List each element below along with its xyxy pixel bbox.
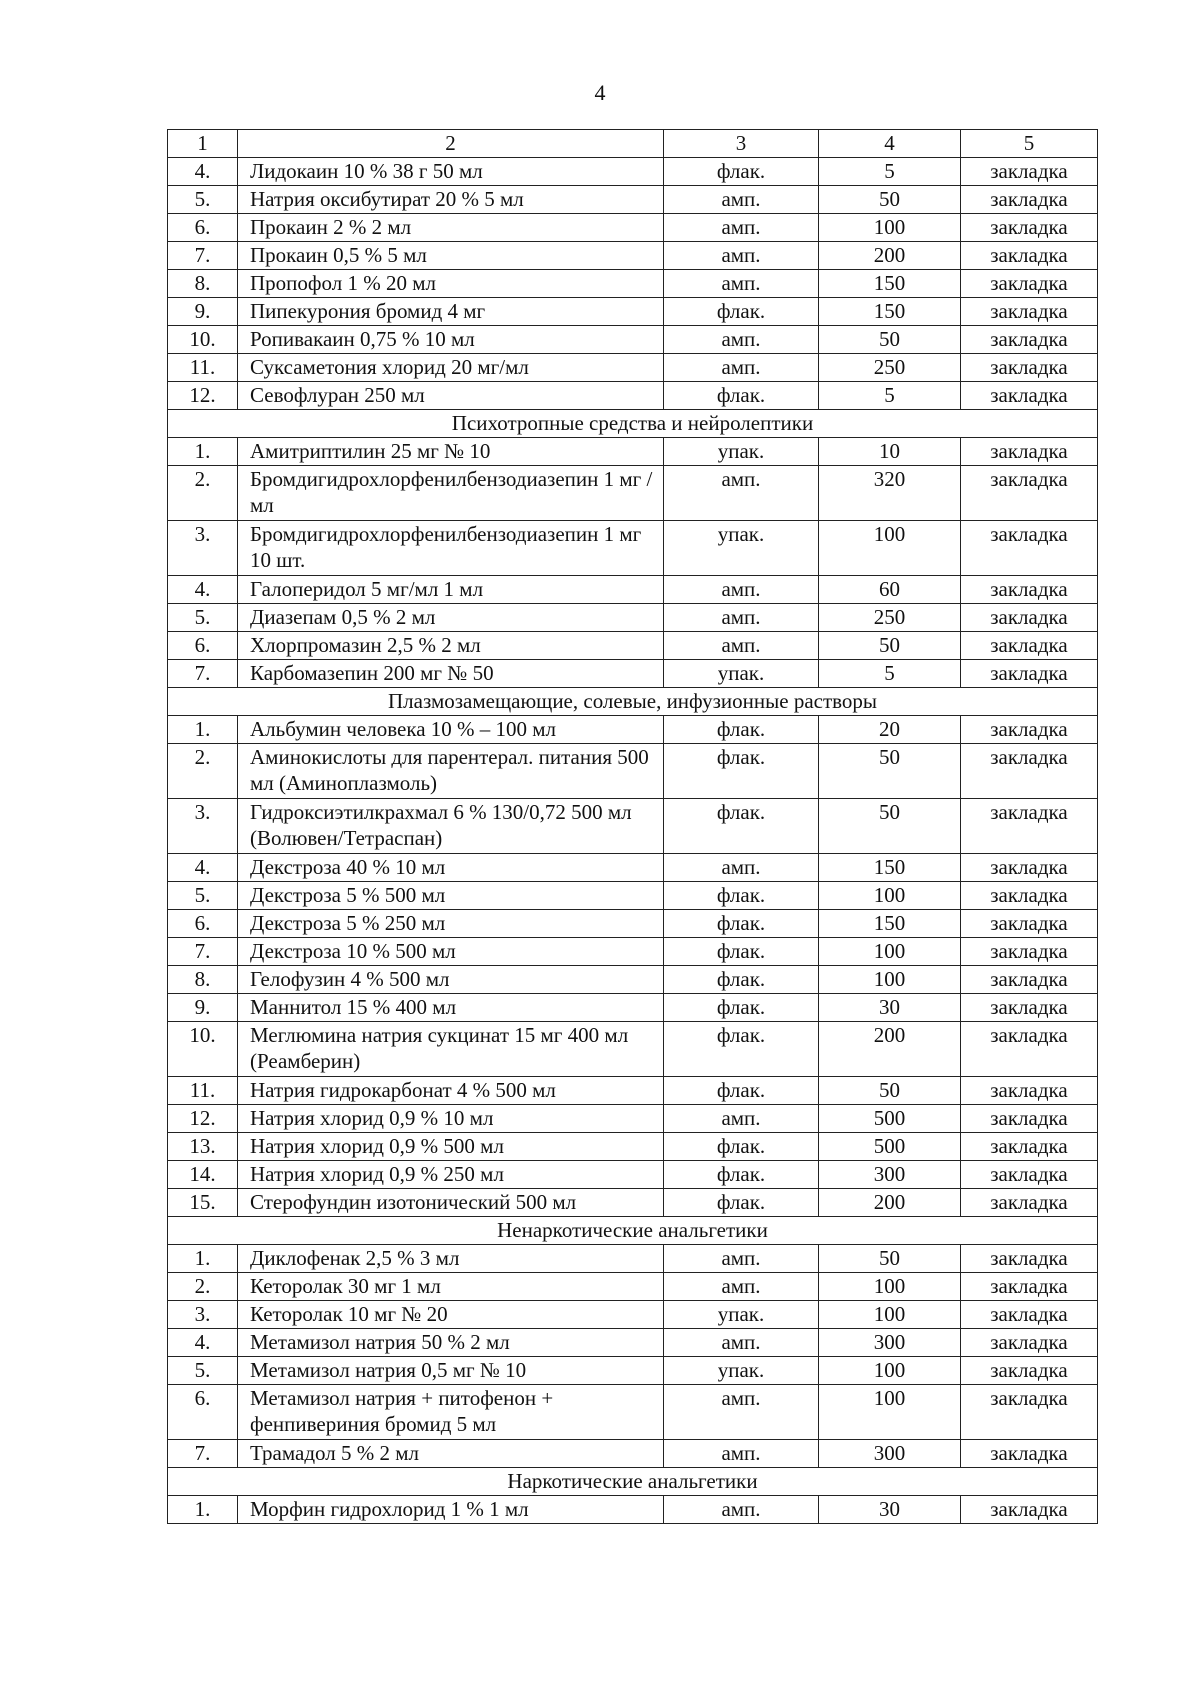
table-row (168, 1161, 1098, 1189)
item-name: Бромдигидрохлорфенилбензодиазепин 1 мг 10 шт. (238, 521, 664, 576)
header-cell: 2 (238, 130, 664, 158)
item-unit: флак. (664, 1133, 819, 1161)
table-row (168, 1105, 1098, 1133)
item-unit: флак. (664, 158, 819, 186)
item-name: Амитриптилин 25 мг № 10 (238, 438, 664, 466)
item-name: Метамизол натрия + питофенон + фенпивериния бромид 5 мл (238, 1385, 664, 1440)
table-row (168, 799, 1098, 854)
item-unit: амп. (664, 354, 819, 382)
item-note: закладка (961, 298, 1098, 326)
item-unit: амп. (664, 576, 819, 604)
item-quantity: 250 (819, 354, 961, 382)
section-header-row (168, 1217, 1098, 1245)
item-quantity: 60 (819, 576, 961, 604)
item-name: Кеторолак 30 мг 1 мл (238, 1273, 664, 1301)
row-number: 6. (168, 910, 238, 938)
item-unit: флак. (664, 1161, 819, 1189)
item-name: Бромдигидрохлорфенилбензодиазепин 1 мг /мл (238, 466, 664, 521)
table-row (168, 854, 1098, 882)
item-note: закладка (961, 1022, 1098, 1077)
table-row (168, 1133, 1098, 1161)
item-name: Пипекурония бромид 4 мг (238, 298, 664, 326)
item-note: закладка (961, 1273, 1098, 1301)
item-note: закладка (961, 994, 1098, 1022)
item-quantity: 200 (819, 1189, 961, 1217)
item-unit: флак. (664, 994, 819, 1022)
header-cell: 1 (168, 130, 238, 158)
item-unit: флак. (664, 1022, 819, 1077)
table-row (168, 1273, 1098, 1301)
section-title: Ненаркотические анальгетики (168, 1217, 1098, 1245)
row-number: 9. (168, 298, 238, 326)
item-note: закладка (961, 186, 1098, 214)
item-unit: амп. (664, 1385, 819, 1440)
item-quantity: 5 (819, 660, 961, 688)
item-unit: амп. (664, 1273, 819, 1301)
table-row (168, 438, 1098, 466)
item-name: Гидроксиэтилкрахмал 6 % 130/0,72 500 мл (Волювен/Тетраспан) (238, 799, 664, 854)
item-quantity: 150 (819, 270, 961, 298)
row-number: 5. (168, 604, 238, 632)
table-row (168, 910, 1098, 938)
table-row (168, 270, 1098, 298)
item-note: закладка (961, 966, 1098, 994)
item-quantity: 100 (819, 1273, 961, 1301)
item-name: Трамадол 5 % 2 мл (238, 1440, 664, 1468)
item-unit: амп. (664, 1496, 819, 1524)
item-note: закладка (961, 1161, 1098, 1189)
item-name: Натрия оксибутират 20 % 5 мл (238, 186, 664, 214)
item-quantity: 250 (819, 604, 961, 632)
table-row (168, 660, 1098, 688)
row-number: 3. (168, 521, 238, 576)
item-quantity: 30 (819, 1496, 961, 1524)
row-number: 12. (168, 382, 238, 410)
item-name: Метамизол натрия 0,5 мг № 10 (238, 1357, 664, 1385)
item-quantity: 50 (819, 632, 961, 660)
section-title: Психотропные средства и нейролептики (168, 410, 1098, 438)
item-name: Пропофол 1 % 20 мл (238, 270, 664, 298)
row-number: 3. (168, 1301, 238, 1329)
item-quantity: 150 (819, 298, 961, 326)
item-quantity: 100 (819, 966, 961, 994)
table-row (168, 994, 1098, 1022)
item-name: Меглюмина натрия сукцинат 15 мг 400 мл (Реамберин) (238, 1022, 664, 1077)
item-note: закладка (961, 799, 1098, 854)
row-number: 11. (168, 1077, 238, 1105)
item-quantity: 100 (819, 1357, 961, 1385)
item-note: закладка (961, 910, 1098, 938)
item-name: Диклофенак 2,5 % 3 мл (238, 1245, 664, 1273)
item-quantity: 50 (819, 799, 961, 854)
item-name: Кеторолак 10 мг № 20 (238, 1301, 664, 1329)
row-number: 13. (168, 1133, 238, 1161)
item-quantity: 100 (819, 521, 961, 576)
item-unit: амп. (664, 1245, 819, 1273)
item-quantity: 300 (819, 1161, 961, 1189)
item-quantity: 20 (819, 716, 961, 744)
item-note: закладка (961, 604, 1098, 632)
item-name: Лидокаин 10 % 38 г 50 мл (238, 158, 664, 186)
row-number: 1. (168, 1245, 238, 1273)
row-number: 5. (168, 186, 238, 214)
item-unit: флак. (664, 966, 819, 994)
item-unit: амп. (664, 854, 819, 882)
item-quantity: 300 (819, 1440, 961, 1468)
item-name: Диазепам 0,5 % 2 мл (238, 604, 664, 632)
table-row (168, 1496, 1098, 1524)
item-unit: флак. (664, 298, 819, 326)
item-unit: флак. (664, 716, 819, 744)
row-number: 7. (168, 242, 238, 270)
row-number: 10. (168, 1022, 238, 1077)
item-note: закладка (961, 158, 1098, 186)
item-name: Маннитол 15 % 400 мл (238, 994, 664, 1022)
item-unit: упак. (664, 660, 819, 688)
item-note: закладка (961, 466, 1098, 521)
table-row (168, 604, 1098, 632)
item-quantity: 50 (819, 186, 961, 214)
item-quantity: 100 (819, 938, 961, 966)
row-number: 4. (168, 576, 238, 604)
table-row (168, 938, 1098, 966)
item-name: Суксаметония хлорид 20 мг/мл (238, 354, 664, 382)
header-cell: 4 (819, 130, 961, 158)
item-note: закладка (961, 1385, 1098, 1440)
item-note: закладка (961, 1105, 1098, 1133)
item-note: закладка (961, 1329, 1098, 1357)
row-number: 12. (168, 1105, 238, 1133)
table-row (168, 1329, 1098, 1357)
row-number: 14. (168, 1161, 238, 1189)
row-number: 8. (168, 966, 238, 994)
section-header-row (168, 688, 1098, 716)
item-note: закладка (961, 1077, 1098, 1105)
item-name: Севофлуран 250 мл (238, 382, 664, 410)
row-number: 7. (168, 660, 238, 688)
row-number: 9. (168, 994, 238, 1022)
table-row (168, 882, 1098, 910)
table-row (168, 1301, 1098, 1329)
item-quantity: 300 (819, 1329, 961, 1357)
item-unit: упак. (664, 1301, 819, 1329)
row-number: 1. (168, 716, 238, 744)
item-name: Ропивакаин 0,75 % 10 мл (238, 326, 664, 354)
item-unit: флак. (664, 1189, 819, 1217)
item-note: закладка (961, 1301, 1098, 1329)
item-note: закладка (961, 632, 1098, 660)
header-cell: 3 (664, 130, 819, 158)
item-note: закладка (961, 214, 1098, 242)
item-name: Натрия гидрокарбонат 4 % 500 мл (238, 1077, 664, 1105)
item-quantity: 5 (819, 382, 961, 410)
item-name: Натрия хлорид 0,9 % 250 мл (238, 1161, 664, 1189)
item-quantity: 100 (819, 1385, 961, 1440)
row-number: 5. (168, 1357, 238, 1385)
item-unit: амп. (664, 632, 819, 660)
table-row (168, 521, 1098, 576)
table-row (168, 214, 1098, 242)
item-note: закладка (961, 882, 1098, 910)
item-quantity: 30 (819, 994, 961, 1022)
item-unit: флак. (664, 799, 819, 854)
table-row (168, 576, 1098, 604)
section-title: Наркотические анальгетики (168, 1468, 1098, 1496)
item-name: Аминокислоты для парентерал. питания 500 мл (Аминоплазмоль) (238, 744, 664, 799)
item-name: Декстроза 40 % 10 мл (238, 854, 664, 882)
item-note: закладка (961, 326, 1098, 354)
item-unit: флак. (664, 910, 819, 938)
item-note: закладка (961, 382, 1098, 410)
item-note: закладка (961, 1496, 1098, 1524)
item-note: закладка (961, 521, 1098, 576)
item-unit: амп. (664, 326, 819, 354)
item-name: Морфин гидрохлорид 1 % 1 мл (238, 1496, 664, 1524)
table-row (168, 466, 1098, 521)
table-header-row (168, 130, 1098, 158)
item-name: Стерофундин изотонический 500 мл (238, 1189, 664, 1217)
table-row (168, 1357, 1098, 1385)
item-quantity: 500 (819, 1105, 961, 1133)
row-number: 1. (168, 438, 238, 466)
item-quantity: 100 (819, 214, 961, 242)
item-unit: амп. (664, 1105, 819, 1133)
item-unit: амп. (664, 270, 819, 298)
item-name: Гелофузин 4 % 500 мл (238, 966, 664, 994)
item-unit: амп. (664, 466, 819, 521)
item-quantity: 150 (819, 910, 961, 938)
item-note: закладка (961, 1440, 1098, 1468)
item-note: закладка (961, 716, 1098, 744)
item-name: Натрия хлорид 0,9 % 500 мл (238, 1133, 664, 1161)
item-note: закладка (961, 1245, 1098, 1273)
section-header-row (168, 410, 1098, 438)
item-unit: флак. (664, 382, 819, 410)
table-row (168, 158, 1098, 186)
table-row (168, 326, 1098, 354)
item-name: Декстроза 5 % 500 мл (238, 882, 664, 910)
header-cell: 5 (961, 130, 1098, 158)
item-name: Натрия хлорид 0,9 % 10 мл (238, 1105, 664, 1133)
row-number: 7. (168, 1440, 238, 1468)
item-quantity: 10 (819, 438, 961, 466)
item-name: Хлорпромазин 2,5 % 2 мл (238, 632, 664, 660)
item-quantity: 200 (819, 1022, 961, 1077)
item-quantity: 150 (819, 854, 961, 882)
table-row (168, 1077, 1098, 1105)
item-note: закладка (961, 270, 1098, 298)
row-number: 6. (168, 632, 238, 660)
row-number: 4. (168, 1329, 238, 1357)
item-quantity: 320 (819, 466, 961, 521)
row-number: 5. (168, 882, 238, 910)
item-note: закладка (961, 1133, 1098, 1161)
table-row (168, 1022, 1098, 1077)
item-name: Прокаин 2 % 2 мл (238, 214, 664, 242)
section-header-row (168, 1468, 1098, 1496)
row-number: 11. (168, 354, 238, 382)
item-unit: флак. (664, 744, 819, 799)
row-number: 8. (168, 270, 238, 298)
item-unit: флак. (664, 938, 819, 966)
item-name: Декстроза 5 % 250 мл (238, 910, 664, 938)
item-quantity: 50 (819, 744, 961, 799)
item-unit: флак. (664, 1077, 819, 1105)
item-name: Галоперидол 5 мг/мл 1 мл (238, 576, 664, 604)
item-unit: упак. (664, 438, 819, 466)
table-row (168, 1189, 1098, 1217)
item-unit: упак. (664, 1357, 819, 1385)
section-title: Плазмозамещающие, солевые, инфузионные растворы (168, 688, 1098, 716)
item-note: закладка (961, 576, 1098, 604)
item-quantity: 100 (819, 882, 961, 910)
table-row (168, 1385, 1098, 1440)
row-number: 10. (168, 326, 238, 354)
table-row (168, 744, 1098, 799)
row-number: 7. (168, 938, 238, 966)
item-quantity: 500 (819, 1133, 961, 1161)
item-note: закладка (961, 744, 1098, 799)
item-unit: амп. (664, 242, 819, 270)
page-number: 4 (594, 80, 606, 105)
row-number: 3. (168, 799, 238, 854)
table-row (168, 186, 1098, 214)
row-number: 2. (168, 466, 238, 521)
item-note: закладка (961, 854, 1098, 882)
row-number: 1. (168, 1496, 238, 1524)
item-unit: амп. (664, 604, 819, 632)
table-row (168, 716, 1098, 744)
item-name: Альбумин человека 10 % – 100 мл (238, 716, 664, 744)
item-unit: флак. (664, 882, 819, 910)
item-note: закладка (961, 242, 1098, 270)
item-name: Декстроза 10 % 500 мл (238, 938, 664, 966)
item-unit: упак. (664, 521, 819, 576)
item-quantity: 200 (819, 242, 961, 270)
item-unit: амп. (664, 1440, 819, 1468)
item-quantity: 50 (819, 1245, 961, 1273)
item-note: закладка (961, 1357, 1098, 1385)
row-number: 2. (168, 1273, 238, 1301)
item-quantity: 100 (819, 1301, 961, 1329)
row-number: 4. (168, 854, 238, 882)
item-name: Карбомазепин 200 мг № 50 (238, 660, 664, 688)
row-number: 2. (168, 744, 238, 799)
item-unit: амп. (664, 186, 819, 214)
table-row (168, 382, 1098, 410)
table-row (168, 1440, 1098, 1468)
item-name: Метамизол натрия 50 % 2 мл (238, 1329, 664, 1357)
item-note: закладка (961, 354, 1098, 382)
table-row (168, 354, 1098, 382)
item-note: закладка (961, 1189, 1098, 1217)
table-row (168, 966, 1098, 994)
medication-table (167, 129, 1098, 1524)
item-quantity: 5 (819, 158, 961, 186)
item-quantity: 50 (819, 1077, 961, 1105)
table-row (168, 242, 1098, 270)
item-name: Прокаин 0,5 % 5 мл (238, 242, 664, 270)
item-note: закладка (961, 660, 1098, 688)
row-number: 6. (168, 1385, 238, 1440)
item-unit: амп. (664, 214, 819, 242)
table-row (168, 1245, 1098, 1273)
row-number: 4. (168, 158, 238, 186)
item-quantity: 50 (819, 326, 961, 354)
table-row (168, 298, 1098, 326)
row-number: 15. (168, 1189, 238, 1217)
item-note: закладка (961, 938, 1098, 966)
table-row (168, 632, 1098, 660)
row-number: 6. (168, 214, 238, 242)
item-unit: амп. (664, 1329, 819, 1357)
item-note: закладка (961, 438, 1098, 466)
